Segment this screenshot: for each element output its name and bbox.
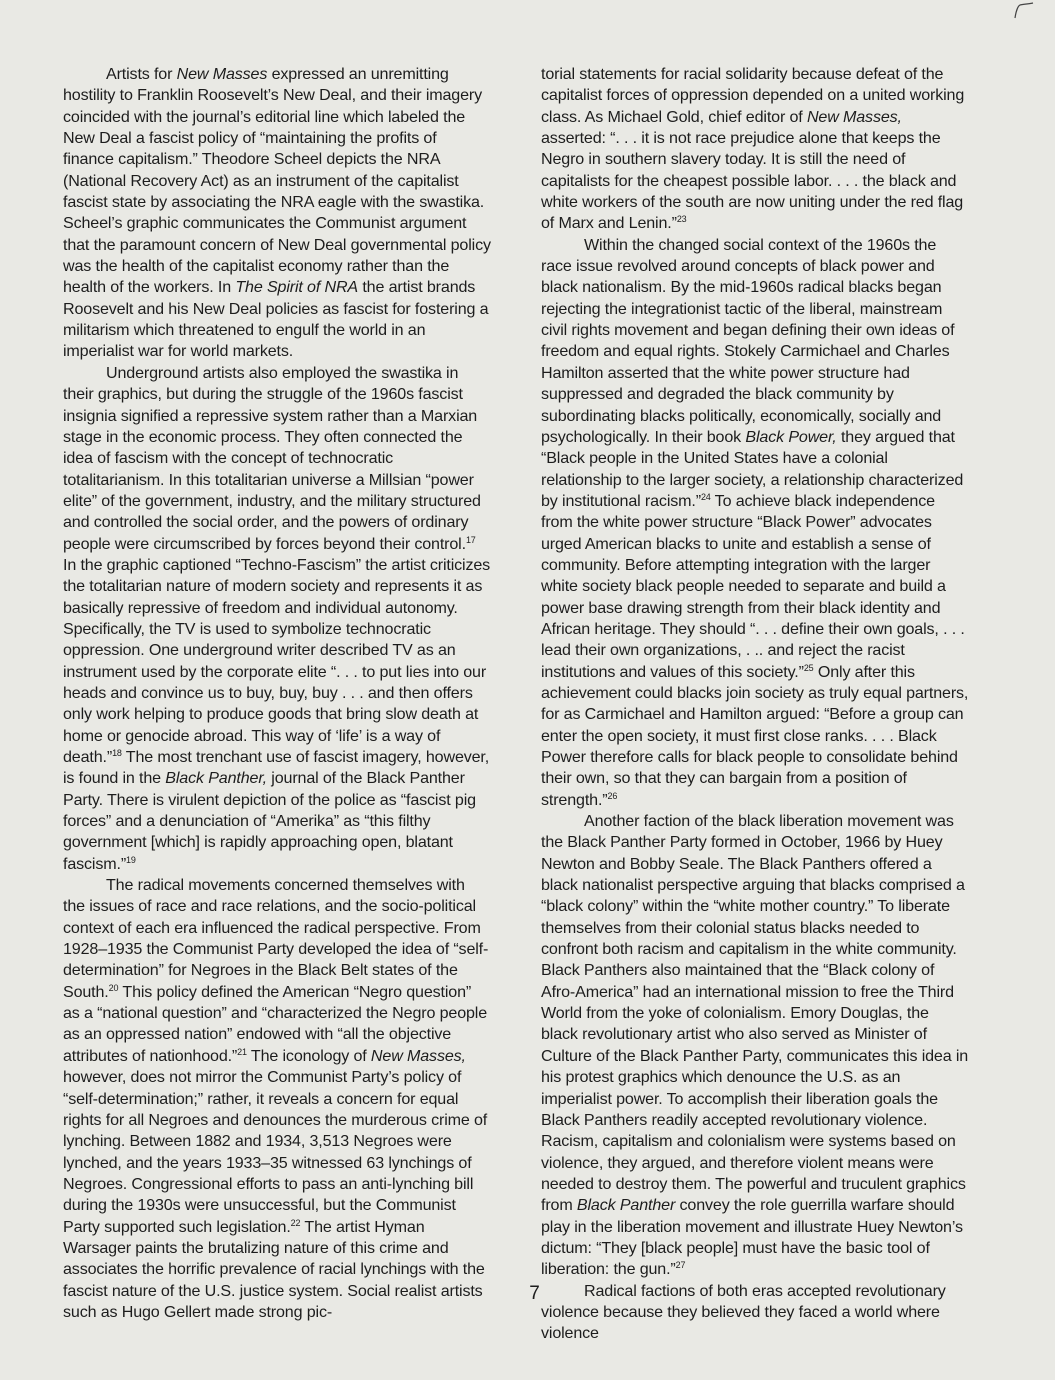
paragraph [63,64,491,363]
footnote-ref: 18 [112,748,122,758]
footnote-ref: 26 [607,790,618,801]
corner-mark-icon [1012,2,1036,20]
text-run: journal of the Black Panther Party. There is virulent depiction of the police as “fascist pig forces” and a denunciation of “Amerika” as “this filthy government [which] is rapidly approaching open, blatant fascism.” [63,769,476,873]
italic-title: New Masses, [806,107,902,126]
text-run: The radical movements concerned themselves with the issues of race and race relations, and the socio-political context of each era influenced the radical perspective. From 1928–1935 the Communist Party developed the idea of “self-determination” for Negroes in the Black Belt states of the South. [63,876,489,1001]
text-run: In the graphic captioned “Techno-Fascism” the artist criticizes the totalitarian nature of modern society and represents it as basically repressive of freedom and individual autonomy. Specifically, the TV is used to symbolize technocratic oppression. One underground writer described TV as an instrument used by the corporate elite “. . . to put lies into our heads and convince us to buy, buy, buy . . . and then offers only work helping to produce goods that bring slow death at home or genocide abroad. This way of ‘life’ is a way of death.” [63,555,491,766]
left-column [63,64,491,1323]
text-run: the artist brands Roosevelt and his New Deal policies as fascist for fostering a militarism which threatened to engulf the world in an imperialist war for world markets. [63,278,489,361]
footnote-ref: 17 [465,534,476,545]
text-run: Radical factions of both eras accepted revolutionary violence because they believed they faced a world where violence [541,1281,946,1343]
text-run: Artists for [106,65,177,83]
paragraph [541,811,969,1281]
italic-title: New Masses, [370,1046,466,1065]
text-run: Another faction of the black liberation movement was the Black Panther Party formed in October, 1966 by Huey Newton and Bobby Seale. The Black Panthers offered a black nationalist perspective arguing that blacks comprised a “black colony” within the “white mother country.” To liberate themselves from their colonial status blacks needed to confront both racism and capitalism in the white community. Black Panthers also maintained that the “Black colony of Afro-America” had an international mission to free the Third World from the yoke of colonialism. Emory Douglas, the black revolutionary artist who also served as Minister of Culture of the Black Panther Party, communicates this idea in his protest graphics which denounce the U.S. as an imperialist power. To accomplish their liberation goals the Black Panthers readily accepted revolutionary violence. Racism, capitalism and colonialism were systems based on violence, they argued, and therefore violent means were needed to destroy them. The powerful and truculent graphics from [541,812,969,1215]
italic-title: Black Power, [745,427,837,446]
footnote-ref: 23 [676,214,687,225]
footnote-ref: 22 [290,1217,301,1228]
text-run: The iconology of [246,1046,371,1065]
text-run: The artist Hyman Warsager paints the brutalizing nature of this crime and associates the horrific prevalence of racial lynchings with the fascist nature of the U.S. justice system. Social realist artists such as Hugo Gellert made strong pic- [63,1217,485,1321]
text-run: Underground artists also employed the swastika in their graphics, but during the struggle of the 1960s fascist insignia signified a repressive system rather than a Marxian stage in the economic process. They often connected the idea of fascism with the concept of technocratic totalitarianism. In this totalitarian universe a Millsian “power elite” of the government, industry, and the military structured and controlled the social order, and the powers of ordinary people were circumscribed by forces beyond their control. [63,363,481,553]
text-run: torial statements for racial solidarity because defeat of the capitalist forces of oppression depended on a united working class. As Michael Gold, chief editor of [541,65,965,126]
paragraph [541,64,969,235]
paragraph [63,363,491,875]
text-run: convey the role guerrilla warfare should play in the liberation movement and illustrate Huey Newton’s dictum: “They [black people] must have the basic tool of liberation: the gun.” [541,1196,963,1279]
text-run: however, does not mirror the Communist Party’s policy of “self-determination;” rather, it reveals a concern for equal rights for all Negroes and denounces the murderous crime of lynching. Between 1882 and 1934, 3,513 Negroes were lynched, and the years 1933–35 witnessed 63 lynchings of Negroes. Congressional efforts to pass an anti-lynching bill during the 1930s were unsuccessful, but the Communist Party supported such legislation. [63,1068,488,1236]
italic-title: Black Panther, [165,769,267,788]
footnote-ref: 25 [803,662,814,673]
italic-title: Black Panther [576,1196,676,1215]
paragraph [63,875,491,1323]
text-run: To achieve black independence from the white power structure “Black Power” advocates urged American blacks to unite and establish a sense of community. Before attempting integration with the larger white society black people needed to separate and build a power base drawing strength from their black identity and African heritage. They should “. . . define their own goals, . . . lead their own organizations, . .. and reject the racist institutions and values of this society.” [541,491,965,681]
footnote-ref: 20 [108,982,119,993]
text-run: they argued that “Black people in the United States have a colonial relationship to the larger society, a relationship characterized by institutional racism.” [541,427,964,510]
text-run: The most trenchant use of fascist imagery, however, is found in the [63,748,490,788]
text-run: Only after this achievement could blacks join society as truly equal partners, for as Carmichael and Hamilton argued: “Before a group can enter the open society, it must first close ranks. . . . Black Power therefore calls for black people to consolidate behind their own, so that they can bargain from a position of strength.” [541,662,969,809]
page-number: 7 [529,1283,540,1304]
text-run: This policy defined the American “Negro question” as a “national question” and “characterized the Negro people as an oppressed nation” endowed with “all the objective attributes of nationhood.” [63,982,488,1065]
text-run: asserted: “. . . it is not race prejudice alone that keeps the Negro in southern slavery today. It is still the need of capitalists for the cheapest possible labor. . . . the black and white workers of the south are now uniting under the red flag of Marx and Lenin.” [541,129,964,233]
italic-title: The Spirit of NRA [235,278,359,297]
text-run: Within the changed social context of the 1960s the race issue revolved around concepts of black power and black nationalism. By the mid-1960s radical blacks began rejecting the integrationist tactic of the liberal, mainstream civil rights movement and began defining their own ideas of freedom and equal rights. Stokely Carmichael and Charles Hamilton asserted that the white power structure had suppressed and degraded the black community by subordinating blacks politically, economically, socially and psychologically. In their book [541,235,955,446]
footnote-ref: 24 [700,491,711,502]
italic-title: New Masses [176,65,268,83]
paragraph [541,235,969,811]
right-column [541,64,969,1345]
footnote-ref: 21 [237,1046,247,1057]
footnote-ref: 27 [675,1260,686,1271]
text-run: expressed an unremitting hostility to Franklin Roosevelt’s New Deal, and their imagery coincided with the journal’s editorial line which labeled the New Deal a fascist policy of “maintaining the profits of finance capitalism.” Theodore Scheel depicts the NRA (National Recovery Act) as an instrument of the capitalist fascist state by associating the NRA eagle with the swastika. Scheel’s graphic communicates the Communist argument that the paramount concern of New Deal governmental policy was the health of the capitalist economy rather than the health of the workers. In [63,65,491,297]
footnote-ref: 19 [126,854,136,865]
